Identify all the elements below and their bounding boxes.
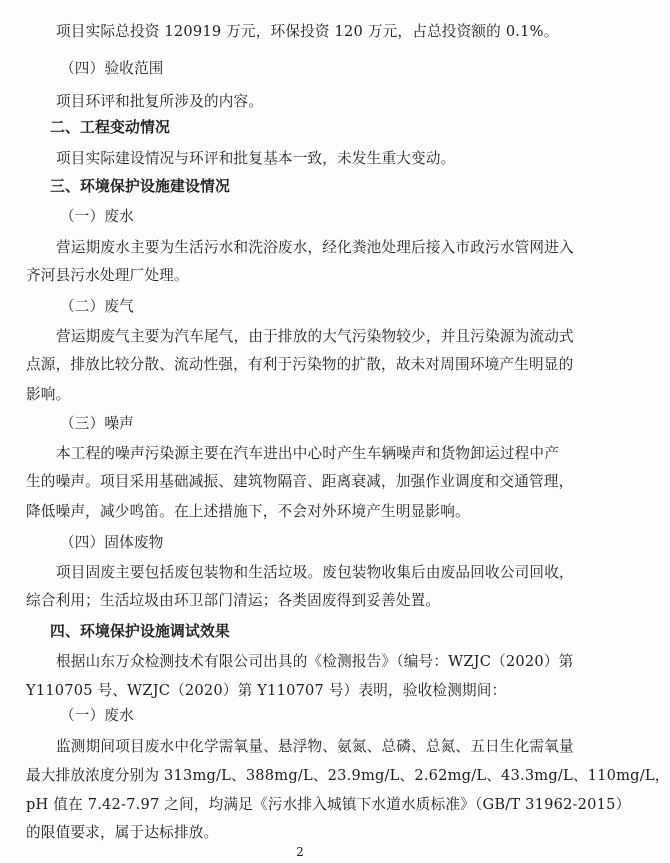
- section-heading-changes: 二、工程变动情况: [50, 119, 170, 136]
- paragraph-text: 监测期间项目废水中化学需氧量、悬浮物、氨氮、总磷、总氮、五日生化需氧量: [56, 738, 574, 755]
- paragraph-text: Y110705 号、WZJC（2020）第 Y110707 号）表明，验收检测期间：: [26, 682, 507, 699]
- subheading-solid-waste: （四）固体废物: [60, 534, 164, 551]
- paragraph-text: 项目环评和批复所涉及的内容。: [56, 93, 264, 110]
- subheading-exhaust: （二）废气: [60, 298, 134, 315]
- paragraph-text: 根据山东万众检测技术有限公司出具的《检测报告》（编号：WZJC（2020）第: [56, 653, 574, 670]
- paragraph-text: 最大排放浓度分别为 313mg/L、388mg/L、23.9mg/L、2.62mg/L、43.3mg/L、110mg/L，: [26, 767, 670, 784]
- paragraph-text: 营运期废气主要为汽车尾气，由于排放的大气污染物较少，并且污染源为流动式: [56, 328, 574, 345]
- section-heading-debugging-results: 四、环境保护设施调试效果: [50, 623, 230, 640]
- investment-text: 项目实际总投资 120919 万元，环保投资 120 万元，占总投资额的 0.1%。: [56, 23, 559, 40]
- paragraph-text: 影响。: [26, 386, 71, 403]
- subheading-noise: （三）噪声: [60, 415, 134, 432]
- paragraph-text: 营运期废水主要为生活污水和洗浴废水，经化粪池处理后接入市政污水管网进入: [56, 239, 574, 256]
- page-number: 2: [296, 845, 304, 859]
- subheading-wastewater-results: （一）废水: [60, 707, 134, 724]
- section-heading-acceptance-scope: （四）验收范围: [60, 60, 164, 77]
- paragraph-text: pH 值在 7.42-7.97 之间，均满足《污水排入城镇下水道水质标准》（GB/T 31962-2015）: [26, 796, 631, 813]
- paragraph-text: 生的噪声。项目采用基础减振、建筑物隔音、距离衰减，加强作业调度和交通管理，: [26, 473, 574, 490]
- paragraph-text: 点源，排放比较分散、流动性强，有利于污染物的扩散，故未对周围环境产生明显的: [26, 356, 574, 373]
- paragraph-text: 降低噪声，减少鸣笛。在上述措施下，不会对外环境产生明显影响。: [26, 503, 470, 520]
- section-heading-facilities: 三、环境保护设施建设情况: [50, 178, 230, 195]
- paragraph-text: 项目实际建设情况与环评和批复基本一致，未发生重大变动。: [56, 150, 456, 167]
- subheading-wastewater: （一）废水: [60, 208, 134, 225]
- paragraph-text: 的限值要求，属于达标排放。: [26, 824, 219, 841]
- paragraph-text: 项目固废主要包括废包装物和生活垃圾。废包装物收集后由废品回收公司回收，: [56, 564, 574, 581]
- paragraph-text: 综合利用；生活垃圾由环卫部门清运；各类固废得到妥善处置。: [26, 592, 441, 609]
- paragraph-text: 本工程的噪声污染源主要在汽车进出中心时产生车辆噪声和货物卸运过程中产: [56, 445, 559, 462]
- paragraph-text: 齐河县污水处理厂处理。: [26, 267, 189, 284]
